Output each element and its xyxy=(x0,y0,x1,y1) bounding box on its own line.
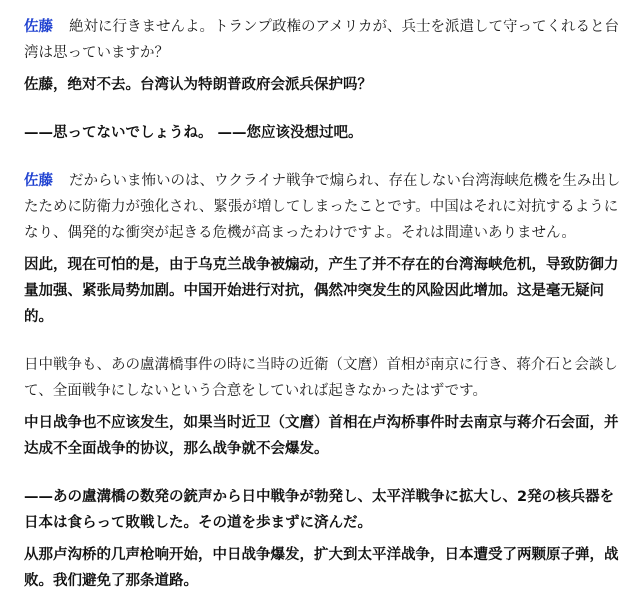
paragraph-text: 絶対に行きませんよ。トランプ政権のアメリカが、兵士を派遣して守ってくれると台湾は思っていますか？ xyxy=(24,19,619,61)
paragraph-zh-5: ——あの盧溝橋の数発の銃声から日中戦争が勃発し、太平洋戦争に拡大し、2発の核兵器を日本は食らって敗戦した。その道を歩まずに済んだ。 xyxy=(24,489,615,531)
paragraph-zh-1: 佐藤，绝对不去。台湾认为特朗普政府会派兵保护吗？ xyxy=(24,77,372,93)
paragraph-zh-2: ——思ってないでしょうね。 ——您应该没想过吧。 xyxy=(24,125,363,141)
paragraph-zh-4: 中日战争也不应该发生，如果当时近卫（文麿）首相在卢沟桥事件时去南京与蒋介石会面，并达成不全面战争的协议，那么战争就不会爆发。 xyxy=(24,415,619,457)
paragraph-ja-2 xyxy=(24,168,624,246)
paragraph-ja-3: 日中戦争も、あの盧溝橋事件の時に当時の近衛（文麿）首相が南京に行き、蒋介石と会談して、全面戦争にしないという合意をしていれば起きなかったはずです。 xyxy=(24,357,618,399)
paragraph-zh-6: 从那卢沟桥的几声枪响开始，中日战争爆发，扩大到太平洋战争，日本遭受了两颗原子弹，战败。我们避免了那条道路。 xyxy=(24,547,619,589)
paragraph-ja-1 xyxy=(24,14,624,66)
paragraph-text: だからいま怖いのは、ウクライナ戦争で煽られ、存在しない台湾海峡危機を生み出したために防衛力が強化され、緊張が増してしまったことです。中国はそれに対抗するようになり、偶発的な衝突が起きる危機が高まったわけですよ。それは間違いありません。 xyxy=(24,173,621,241)
paragraph-zh-3: 因此，现在可怕的是，由于乌克兰战争被煽动，产生了并不存在的台湾海峡危机，导致防御力量加强、紧张局势加剧。中国开始进行对抗，偶然冲突发生的风险因此增加。这是毫无疑问的。 xyxy=(24,257,619,325)
speaker-label: 佐藤 xyxy=(24,19,53,35)
speaker-label: 佐藤 xyxy=(24,173,53,189)
article-body xyxy=(24,14,624,594)
